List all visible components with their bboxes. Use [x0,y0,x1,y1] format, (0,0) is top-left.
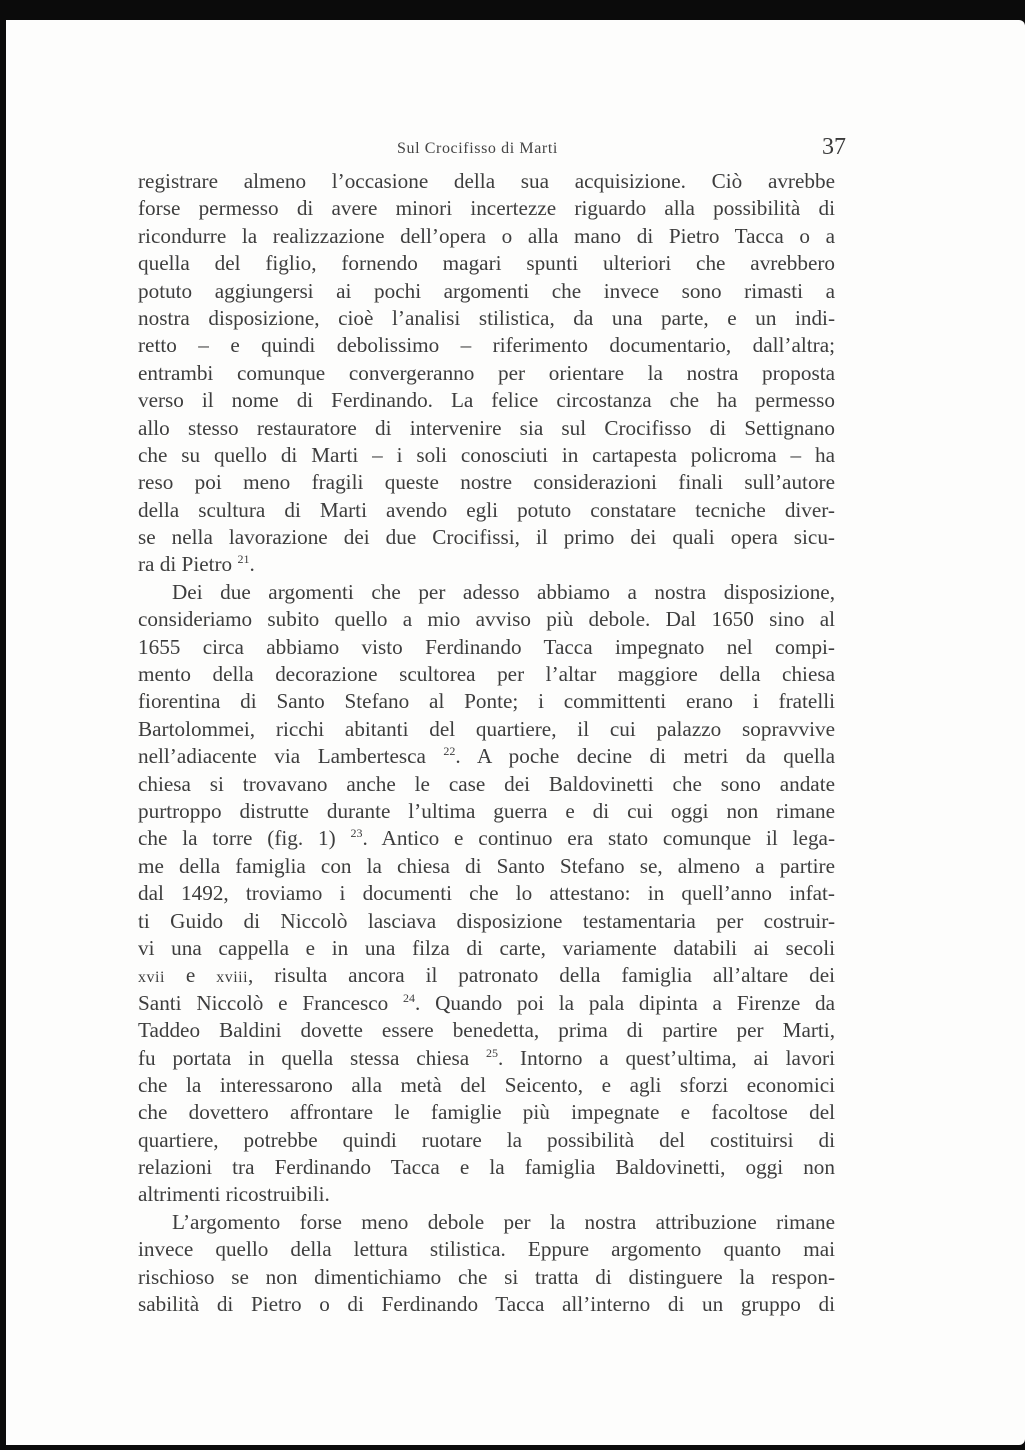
line-text: fu portata in quella stessa chiesa [138,1045,486,1070]
footnote-ref[interactable]: 24 [403,990,416,1005]
text-line: verso il nome di Ferdinando. La felice circostanza che ha permesso [138,388,835,413]
small-caps-numeral: xviii [216,969,249,987]
line-text: . Antico e continuo era stato comunque il lega- [362,826,835,851]
text-line: sabilità di Pietro o di Ferdinando Tacca all’interno di un gruppo di [138,1292,835,1317]
text-line: retto – e quindi debolissimo – riferimento documentario, dall’altra; [138,333,835,358]
footnote-ref[interactable]: 23 [350,826,363,841]
text-line: ti Guido di Niccolò lasciava disposizione testamentaria per costruir- [138,908,835,933]
line-text: . [249,552,255,577]
text-line: me della famiglia con la chiesa di Santo Stefano se, almeno a partire [138,853,835,878]
text-line: entrambi comunque convergeranno per orientare la nostra proposta [138,360,835,385]
text-line [138,990,835,1017]
text-line: nostra disposizione, cioè l’analisi stilistica, da una parte, e un indi- [138,305,835,330]
footnote-ref[interactable]: 22 [443,744,456,759]
text-line: Bartolommei, ricchi abitanti del quartiere, il cui palazzo sopravvive [138,716,835,741]
text-line: vi una cappella e in una filza di carte, variamente databili ai secoli [138,935,835,960]
text-line: se nella lavorazione dei due Crocifissi, il primo dei quali opera sicu- [138,525,835,550]
text-line: quella del figlio, fornendo magari spunti ulteriori che avrebbero [138,251,835,276]
text-line: che su quello di Marti – i soli conosciuti in cartapesta policroma – ha [138,442,835,467]
line-text: . Quando poi la pala dipinta a Firenze da [415,990,836,1015]
text-line: altrimenti ricostruibili. [138,1182,330,1207]
line-text: e [164,963,217,988]
text-line: mento della decorazione scultorea per l’altar maggiore della chiesa [138,662,835,687]
text-line [138,825,835,852]
text-line: che la interessarono alla metà del Seicento, e agli sforzi economici [138,1072,835,1097]
text-line: dal 1492, troviamo i documenti che lo attestano: in quell’anno infat- [138,881,835,906]
line-text: , risulta ancora il patronato della famiglia all’altare dei [248,963,835,988]
line-text: . Intorno a quest’ultima, ai lavori [497,1045,835,1070]
text-line: della scultura di Marti avendo egli potuto constatare tecniche diver- [138,497,835,522]
text-line: consideriamo subito quello a mio avviso più debole. Dal 1650 sino al [138,607,835,632]
line-text: Santi Niccolò e Francesco [138,990,404,1015]
text-line [138,551,835,578]
line-text: nell’adiacente via Lambertesca [138,744,444,769]
text-line: reso poi meno fragili queste nostre considerazioni finali sull’autore [138,470,835,495]
text-line: purtroppo distrutte durante l’ultima guerra e di cui oggi non rimane [138,798,835,823]
text-line: rischioso se non dimentichiamo che si tratta di distinguere la respon- [138,1264,835,1289]
text-line: quartiere, potrebbe quindi ruotare la possibilità del costituirsi di [138,1127,835,1152]
body-text [138,168,835,1318]
text-line [138,962,835,989]
footnote-ref[interactable]: 25 [485,1045,498,1060]
text-line: fiorentina di Santo Stefano al Ponte; i committenti erano i fratelli [138,689,835,714]
text-line: Taddeo Baldini dovette essere benedetta, prima di partire per Marti, [138,1018,835,1043]
text-line: potuto aggiungersi ai pochi argomenti che invece sono rimasti a [138,278,835,303]
running-title: Sul Crocifisso di Marti [397,140,558,157]
text-line: invece quello della lettura stilistica. Eppure argomento quanto mai [138,1237,835,1262]
text-line: relazioni tra Ferdinando Tacca e la famiglia Baldovinetti, oggi non [138,1155,835,1180]
text-line: allo stesso restauratore di intervenire sia sul Crocifisso di Settignano [138,415,835,440]
page-number: 37 [822,134,846,160]
line-text: che la torre (fig. 1) [138,826,351,851]
text-line: 1655 circa abbiamo visto Ferdinando Tacca impegnato nel compi- [138,634,835,659]
text-line [138,743,835,770]
small-caps-numeral: xvii [138,969,165,987]
running-head [144,116,846,160]
text-line: che dovettero affrontare le famiglie più impegnate e facoltose del [138,1100,835,1125]
line-text: . A poche decine di metri da quella [455,744,836,769]
text-line: registrare almeno l’occasione della sua acquisizione. Ciò avrebbe [138,169,835,193]
text-line [138,1045,835,1072]
text-line: Dei due argomenti che per adesso abbiamo a nostra disposizione, [172,579,835,604]
text-line: chiesa si trovavano anche le case dei Baldovinetti che sono andate [138,771,835,796]
text-line: ricondurre la realizzazione dell’opera o alla mano di Pietro Tacca o a [138,223,835,248]
line-text: ra di Pietro [138,552,238,577]
text-line: forse permesso di avere minori incertezze riguardo alla possibilità di [138,196,835,221]
footnote-ref[interactable]: 21 [237,552,250,567]
text-line: L’argomento forse meno debole per la nostra attribuzione rimane [172,1209,835,1234]
